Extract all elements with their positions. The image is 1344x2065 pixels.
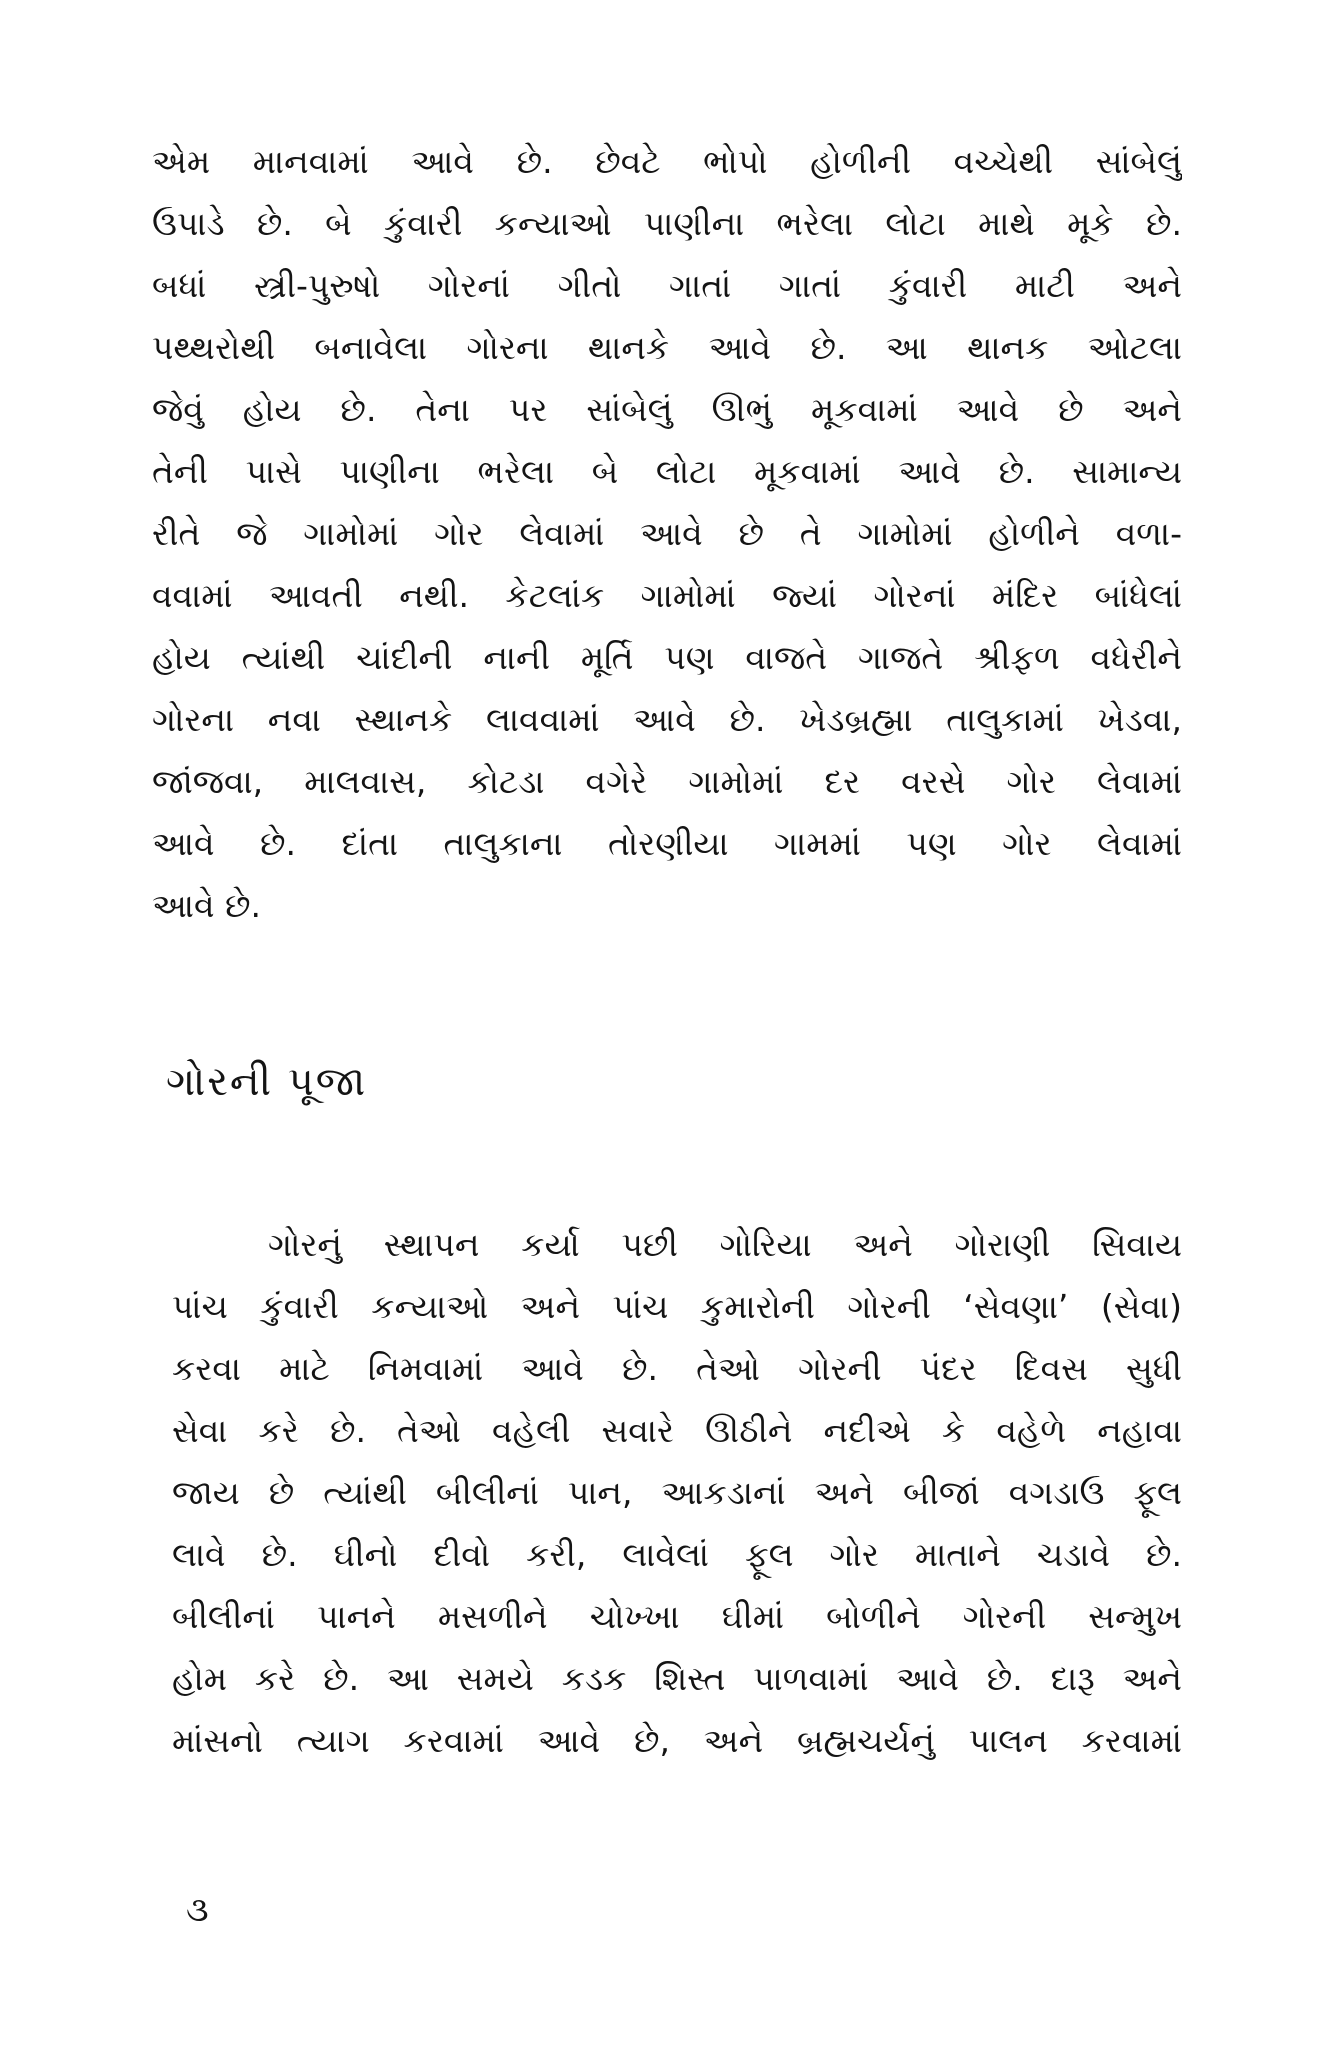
text-line: બીલીનાં પાનને મસળીને ચોખ્ખા ઘીમાં બોળીને ગોરની સન્મુખ [172, 1597, 1182, 1636]
text-line: પથ્થરોથી બનાવેલા ગોરના થાનકે આવે છે. આ થાનક ઓટલા [152, 328, 1182, 367]
text-line: સેવા કરે છે. તેઓ વહેલી સવારે ઊઠીને નદીએ કે વહેળે નહાવા [172, 1411, 1182, 1450]
text-line: આવે છે. [152, 886, 262, 925]
text-line: ગોરના નવા સ્થાનકે લાવવામાં આવે છે. ખેડબ્રહ્મા તાલુકામાં ખેડવા, [152, 700, 1182, 739]
text-line: પાંચ કુંવારી કન્યાઓ અને પાંચ કુમારોની ગોરની ‘સેવણા’ (સેવા) [172, 1287, 1182, 1326]
text-line: જેવું હોય છે. તેના પર સાંબેલું ઊભું મૂકવામાં આવે છે અને [152, 390, 1182, 429]
text-line: હોમ કરે છે. આ સમયે કડક શિસ્ત પાળવામાં આવે છે. દારૂ અને [172, 1659, 1182, 1698]
text-line: રીતે જે ગામોમાં ગોર લેવામાં આવે છે તે ગામોમાં હોળીને વળા- [152, 514, 1182, 553]
text-line: બધાં સ્ત્રી-પુરુષો ગોરનાં ગીતો ગાતાં ગાતાં કુંવારી માટી અને [152, 266, 1182, 305]
body-paragraph-2 [172, 1214, 1182, 1772]
text-line: જાંજવા, માલવાસ, કોટડા વગેરે ગામોમાં દર વરસે ગોર લેવામાં [152, 762, 1182, 801]
text-line: કરવા માટે નિમવામાં આવે છે. તેઓ ગોરની પંદર દિવસ સુધી [172, 1349, 1182, 1388]
text-line: હોય ત્યાંથી ચાંદીની નાની મૂર્તિ પણ વાજતે ગાજતે શ્રીફળ વધેરીને [152, 638, 1182, 677]
text-line: માંસનો ત્યાગ કરવામાં આવે છે, અને બ્રહ્મચર્યનું પાલન કરવામાં [172, 1721, 1182, 1760]
text-line: લાવે છે. ઘીનો દીવો કરી, લાવેલાં ફૂલ ગોર માતાને ચડાવે છે. [172, 1535, 1182, 1574]
text-line: જાય છે ત્યાંથી બીલીનાં પાન, આકડાનાં અને બીજાં વગડાઉ ફૂલ [172, 1473, 1182, 1512]
section-heading: ગોરની પૂજા [166, 1059, 368, 1105]
text-line: ગોરનું સ્થાપન કર્યા પછી ગોરિયા અને ગોરાણી સિવાય [268, 1225, 1182, 1264]
text-line: ઉપાડે છે. બે કુંવારી કન્યાઓ પાણીના ભરેલા લોટા માથે મૂકે છે. [152, 204, 1182, 243]
body-paragraph-1 [152, 131, 1182, 937]
text-line: એમ માનવામાં આવે છે. છેવટે ભોપો હોળીની વચ્ચેથી સાંબેલું [152, 142, 1182, 181]
text-line: આવે છે. દાંતા તાલુકાના તોરણીયા ગામમાં પણ ગોર લેવામાં [152, 824, 1182, 863]
text-line: તેની પાસે પાણીના ભરેલા બે લોટા મૂકવામાં આવે છે. સામાન્ય [152, 452, 1182, 491]
text-line: વવામાં આવતી નથી. કેટલાંક ગામોમાં જ્યાં ગોરનાં મંદિર બાંધેલાં [152, 576, 1182, 615]
page-number: ૩ [186, 1890, 209, 1930]
